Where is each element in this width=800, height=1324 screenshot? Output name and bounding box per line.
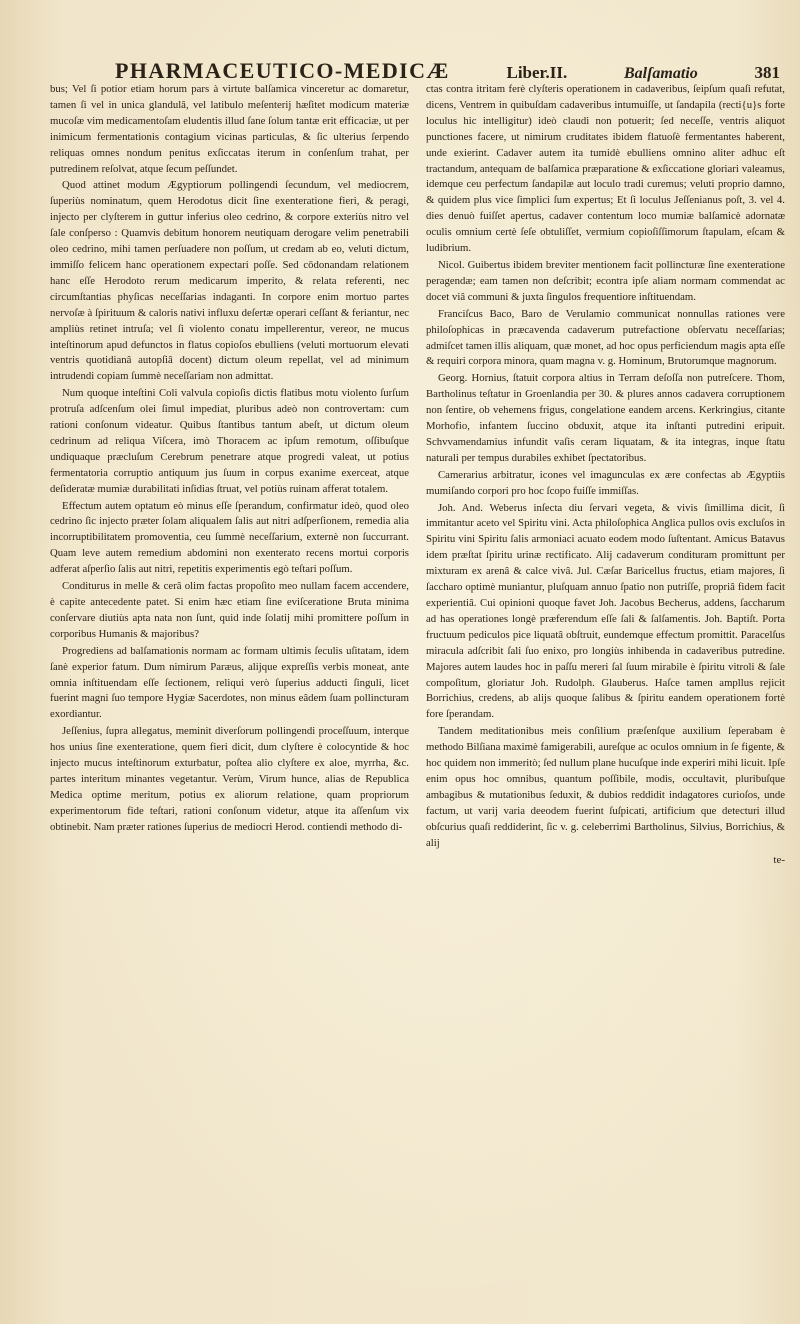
right-column — [426, 82, 785, 1312]
paragraph: Num quoque inteſtini Coli valvula copioſis dictis flatibus motu violento ſurſum protruſa adſcenſum olei ſimul impediat, pluribus adeò non controvertam: cum rationi conſonum videatur. Quibus ſtantibus tantum abeſt, ut dictum oleum cedrinum ad reliqua Viſcera, imò Thoracem ac ipſum remotum, oſſibuſque undiquaque præcluſum Cerebrum penetrare atque progredi valeat, ut potius fermentatoria corruptio antiquum jus ſuum in corpus exanime exerceat, atque deſideratæ mumiæ durabilitati inſidias ſtruat, vel potiùs ruinam afferat totalem. — [50, 387, 409, 495]
paragraph: bus; Vel ſi potior etiam horum pars à virtute balſamica vinceretur ac domaretur, tamen ſi vel in unica glandulâ, vel latibulo meſenterij hæſitet modicum materiæ mucoſæ vim medicamentoſam eludentis illud ſane ſolum tantæ erit efficaciæ, ut per inimicum fermentationis contagium vicinas particulas, & ſic ulterius ſerpendo reliquas omnes nondum penitus exſiccatas iterum in conſenſum trahat, per putredinem reſolvat, atque ſecum peſſundet. — [50, 83, 409, 175]
left-column — [50, 82, 409, 1312]
paragraph: Georg. Hornius, ſtatuit corpora altius in Terram deſoſſa non putreſcere. Thom, Bartholinus teſtatur in Groenlandia per 30. & plures annos cadavera corruptionem non ſentire, ob vehemens frigus, congelatione eandem arcens. Kerkringius, citante Morhofio, infantem ſuccino obduxit, atque ita inſtanti putredini eripuit. Schvvamendamius infundit vaſis ceram liquatam, & ita integras, inque ſtatu naturali per tempus durabiles exhibet ſpectatoribus. — [426, 372, 785, 464]
paragraph: Jeſſenius, ſupra allegatus, meminit diverſorum pollingendi proceſſuum, interque hos unius ſine exenteratione, quem fieri dicit, dum clyſtere è colocyntide & hoc injecto mucus inteſtinorum exturbatur, poſtea alio clyſtere ex aloe, myrrha, &c. partes interitum minantes vegetantur. Verùm, Virum hunce, alias de Republica Medica optime meritum, potius ex aliorum relatione, quam propriorum experimentorum fide teſtari, rationi conſonum videtur, atque ita aſſenſum vix obtinebit. Nam præter rationes ſuperius de mediocri Herod. contiendi methodo di- — [50, 725, 409, 833]
paragraph: Nicol. Guibertus ibidem breviter mentionem facit pollincturæ ſine exenteratione peragendæ; eam tamen non deſcribit; econtra ipſe aliam normam commendat ac docet viâ communi & juxta ſingulos frequentiore inſtituendam. — [426, 258, 785, 303]
paragraph: Conditurus in melle & cerâ olim factas propoſito meo nullam facem accendere, è capite antecedente patet. Si enim hæc etiam ſine eviſceratione Bruta minima conſervare diutiùs apta nata non ſunt, quid inde ſolatij mihi promittere poſſum in corporibus Humanis & majoribus? — [50, 580, 409, 640]
running-header — [115, 58, 780, 84]
running-title: PHARMACEUTICO-MEDICÆ — [115, 58, 450, 83]
page-number: 381 — [754, 63, 780, 82]
book-number: Liber.II. — [506, 63, 568, 82]
paragraph: ctas contra itritam ferè clyſteris operationem in cadaveribus, ſeipſum quaſi refutat, dicens, Ventrem in quibuſdam cadaveribus intumuiſſe, ut ſandapila (recti{u}s forte loculus hic intelligitur) ideò claudi non potuerit; ſed neceſſe, ventris aliquot punctiones facere, ut nimirum cruditates ibidem flatuoſè fermentantes haberent, unde exierint. Cadaver autem ita tumidè ebulliens omnino aliter adhuc eſt tractandum, antequam de balſamica præparatione & exſiccatione gloriari valeamus, idemque ceu perfectum ſandapilæ aut loculo tradi curemus; veluti proprio damno, & quidem plus vice ſimplici ſum expertus; Et ſi loculus Jeſſenianus poſt, 3. vel 4. dies denuò fuiſſet apertus, cadaver contentum loco mumiæ balſamicè adornatæ oculis omnium certè ſeſe obtuliſſet, vermium copioſiſſimorum ſtapulam, eſcam & ludibrium. — [426, 83, 785, 255]
paragraph: Joh. And. Weberus inſecta diu ſervari vegeta, & vivis ſimillima dicit, ſi immitantur aceto vel Spiritu vini. Acta philoſophica Anglica pullos ovis excluſos in Spiritu vini Spiritu ſalis armoniaci acuato eodem modo ſuſtentant. Amicus Batavus idem præſtat ſpiritu urinæ rectificato. Alij cadaverum condituram promittunt per mixturam ex arenâ & calce vivâ. Jul. Cæſar Baricellus fructus, etiam majores, ſi ſaccharo optimè muniantur, pluſquam annuo ſpatio non putriſſe, propriâ fidem facit experientiâ. Cui opinioni quoque favet Joh. Jacobus Becherus, addens, ſaccharum ad has operationes longè præferendum eſſe ſali & ſalſamentis. Joh. Baptiſt. Porta fructuum pediculos pice liquatâ obſtruit, eundemque effectum promittit. Paracelſus miracula adſcribit ſali ſuo enixo, pro longiùs inhibenda in cadaveribus putredine. Majores autem laudes hoc in paſſu mereri ſal ſuum mirabile è ſpiritu vitroli & ſale compoſitum, gloriatur Joh. Rudolph. Glauberus. Haſce tamen ampllus rejicit Borrichius, credens, ab alijs quoque ſalibus & ſpiritu eandem operationem fortè fore ſperandam. — [426, 501, 785, 721]
text-columns — [50, 82, 785, 1312]
paragraph: Progrediens ad balſamationis normam ac formam ultimis ſeculis uſitatam, idem ſanè experior fatum. Dum nimirum Paræus, alijque expreſſis verbis moneat, ante omnia inſtituendam eſſe ſectionem, reliqui verò ſuperius adducti ſinguli, licet fuerint magni ſuo tempore Hygiæ Sacerdotes, non minus eâdem ſuam pollincturam exordiantur. — [50, 644, 409, 721]
section-title: Balſamatio — [623, 65, 698, 82]
paragraph: Franciſcus Baco, Baro de Verulamio communicat nonnullas rationes vere philoſophicas in præcavenda cadaverum putrefactione obſervatu neceſſarias; admiſcet tamen illis aliquam, quæ monet, ad hoc opus perficiendum magis apta eſſe & requiri corpora minora, quam magna v. g. Hominum, Brutorumque magnorum. — [426, 307, 785, 368]
paragraph: Effectum autem optatum eò minus eſſe ſperandum, confirmatur ideò, quod oleo cedrino ſic injecto præter ſolam aliqualem ſalis aut nitri adſperſionem, remedia alia incorruptibilitatem promoventia, ceu ſummè neceſſarium, externè non ſuccurrant. Quam leve autem remedium abdomini non exenterato recens mortui corporis adferat aſperſio ſalis aut nitri, repetitis experimentis egò teſtari poſſum. — [50, 499, 409, 576]
paragraph: Camerarius arbitratur, icones vel imagunculas ex ære confectas ab Ægyptiis mumiſando corpori pro hoc ſcopo fuiſſe immiſſas. — [426, 468, 785, 497]
catchword: te- — [773, 853, 785, 866]
paragraph: Tandem meditationibus meis conſilium præſenſque auxilium ſeperabam è methodo Bilſiana maximè famigerabili, aureſque ac oculos omnium in ſe figente, & hoc quidem non immeritò; ſed nullum plane hucuſque inde experiri mihi licuit. Ipſe enim opus hoc omnibus, quantum poſſibile, modis, occultavit, pluribuſque ambagibus & mutationibus ſeduxit, & dubios reddidit indagatores curioſos, unde factum, ut varij varia deeodem fuerint ſuſpicati, artificium que detecturi illud obſcurius quaſi reddiderint, ſic v. g. celeberrimi Bartholinus, Silvius, Borrichius, & alij — [426, 725, 785, 849]
paragraph: Quod attinet modum Ægyptiorum pollingendi ſecundum, vel mediocrem, ſuperiùs nominatum, quem Herodotus dicit ſine exenteratione fieri, & peragi, injecto per clyſterem in guttur inferius oleo cedrino, & corpore exteriùs nitro vel ſale conſperso : Quamvis debitum honorem neutiquam derogare velim penetrabili oleo cedrino, mihi tamen perſuadere non poſſum, ut credam ab eo, veluti dictum, immiſſo felicem hanc operationem expectari poſſe. Sed cōdonandam relationem hanc eſſe Herodoto rerum medicarum imperito, & relata referenti, nec circumſtantias phyſicas neceſſarias indaganti. In corpore enim mortuo partes nervoſæ à ſpirituum & caloris nativi influxu deſertæ operari ceſſant & feriantur, nec ampliùs retinet intruſa; vel ſi violento conatu impellerentur, vereor, ne mucus inteſtinorum apud defunctos in flatus copioſos ebulliens (veluti mortuorum elevati ventris quotidianâ autopſiâ docent) dictum oleum repellat, vel ad minimum intrudendi copiam ſummè neceſſariam non admittat. — [50, 179, 409, 383]
